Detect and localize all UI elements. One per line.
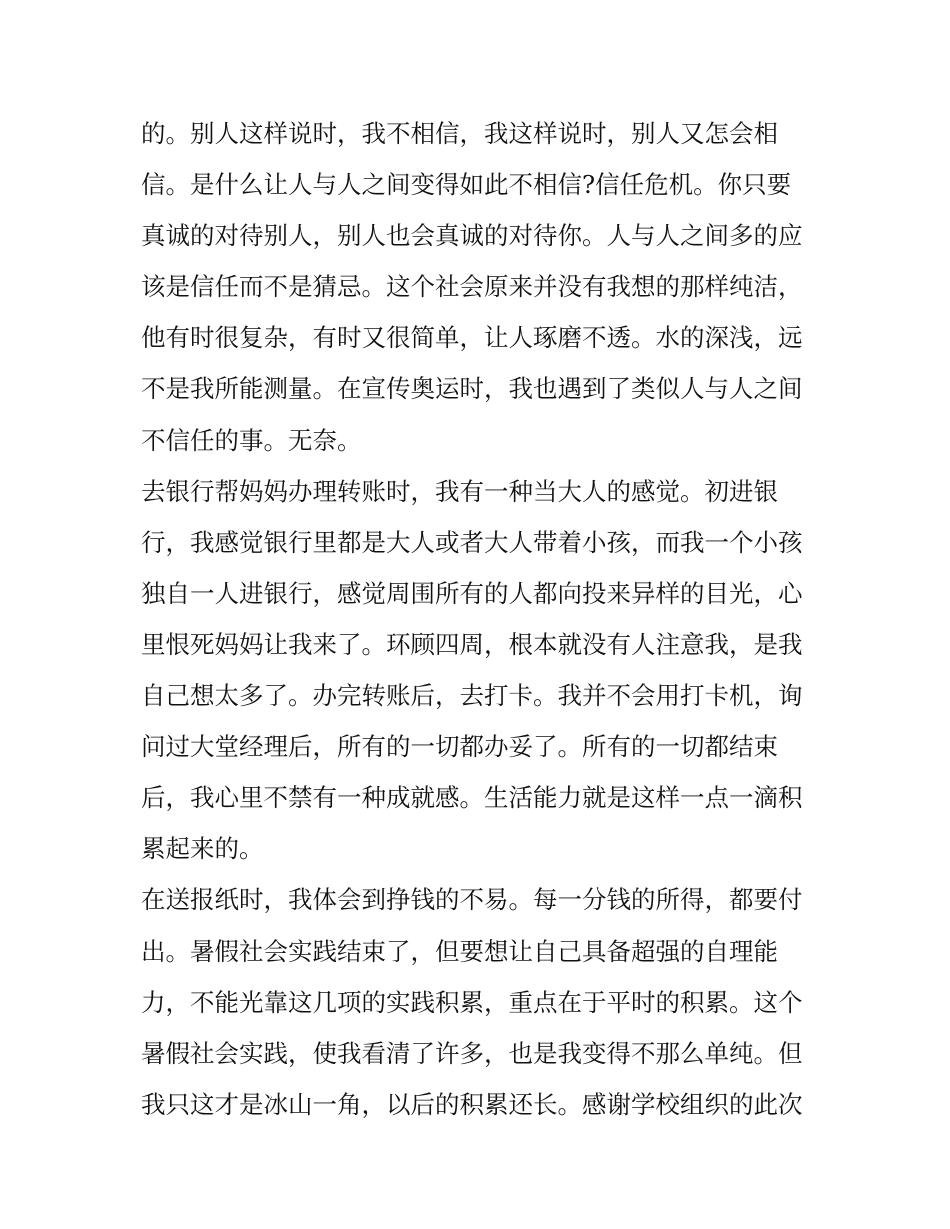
text-line: 在送报纸时，我体会到挣钱的不易。每一分钱的所得，都要付 (141, 885, 803, 915)
text-line: 我只这才是冰山一角，以后的积累还长。感谢学校组织的此次 (141, 1089, 803, 1119)
text-line: 他有时很复杂，有时又很简单，让人琢磨不透。水的深浅，远 (141, 323, 803, 353)
text-line: 暑假社会实践，使我看清了许多，也是我变得不那么单纯。但 (141, 1038, 803, 1068)
text-line: 不是我所能测量。在宣传奥运时，我也遇到了类似人与人之间 (141, 374, 803, 404)
text-line: 问过大堂经理后，所有的一切都办妥了。所有的一切都结束 (141, 732, 778, 762)
text-line: 力，不能光靠这几项的实践积累，重点在于平时的积累。这个 (141, 987, 803, 1017)
body-text (141, 108, 813, 1130)
text-line: 信。是什么让人与人之间变得如此不相信?信任危机。你只要 (141, 170, 792, 200)
text-line: 独自一人进银行，感觉周围所有的人都向投来异样的目光，心 (141, 578, 803, 608)
text-line: 出。暑假社会实践结束了，但要想让自己具备超强的自理能 (141, 936, 778, 966)
text-line: 去银行帮妈妈办理转账时，我有一种当大人的感觉。初进银 (141, 476, 778, 506)
text-line: 该是信任而不是猜忌。这个社会原来并没有我想的那样纯洁， (141, 272, 803, 302)
text-line: 自己想太多了。办完转账后，去打卡。我并不会用打卡机，询 (141, 681, 803, 711)
text-line: 后，我心里不禁有一种成就感。生活能力就是这样一点一滴积 (141, 783, 803, 813)
text-line: 的。别人这样说时，我不相信，我这样说时，别人又怎会相 (141, 119, 778, 148)
text-line: 真诚的对待别人，别人也会真诚的对待你。人与人之间多的应 (141, 221, 803, 251)
text-line: 里恨死妈妈让我来了。环顾四周，根本就没有人注意我，是我 (141, 629, 803, 659)
text-line: 行，我感觉银行里都是大人或者大人带着小孩，而我一个小孩 (141, 527, 803, 557)
text-line: 累起来的。 (141, 834, 264, 864)
text-line: 不信任的事。无奈。 (141, 425, 362, 455)
